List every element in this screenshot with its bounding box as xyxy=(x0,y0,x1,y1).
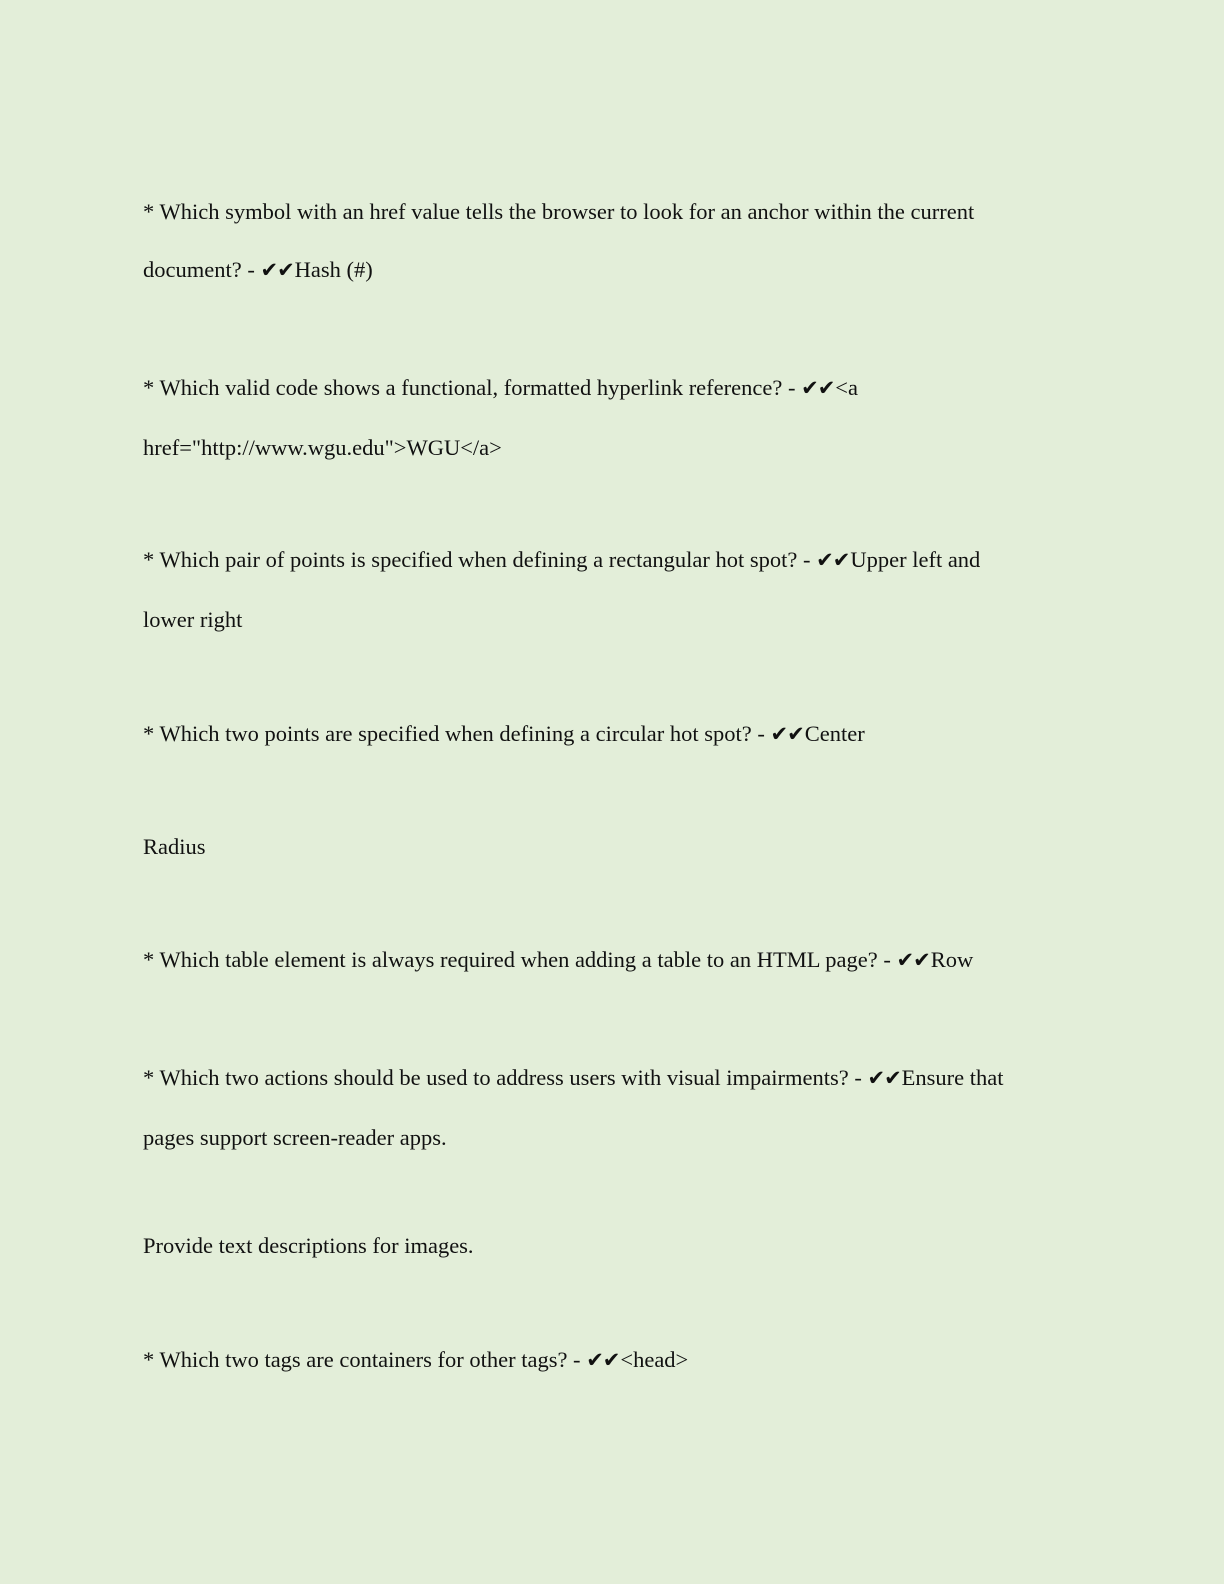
answer-3-text: Upper left and xyxy=(850,547,981,572)
answer-2-continuation xyxy=(143,434,1083,462)
question-2 xyxy=(143,374,1083,402)
answer-4-text: Center xyxy=(804,721,865,746)
answer-6-text: Ensure that xyxy=(901,1065,1004,1090)
question-6-text: * Which two actions should be used to address users with visual impairments? - xyxy=(143,1065,868,1090)
check-icon: ✔✔ xyxy=(586,1348,620,1372)
question-5-text: * Which table element is always required when adding a table to an HTML page? - xyxy=(143,947,897,972)
answer-6-text-second: Provide text descriptions for images. xyxy=(143,1233,474,1258)
answer-5-text: Row xyxy=(930,947,974,972)
answer-6-second-item xyxy=(143,1232,1083,1260)
question-4-text: * Which two points are specified when defining a circular hot spot? - xyxy=(143,721,771,746)
answer-2-text-cont: href="http://www.wgu.edu">WGU</a> xyxy=(143,435,502,460)
answer-3-text-cont: lower right xyxy=(143,607,243,632)
answer-3-continuation xyxy=(143,606,1083,634)
question-2-text: * Which valid code shows a functional, formatted hyperlink reference? - xyxy=(143,375,802,400)
check-icon: ✔✔ xyxy=(816,548,850,572)
check-icon: ✔✔ xyxy=(770,722,804,746)
question-6 xyxy=(143,1064,1083,1092)
answer-1-text: Hash (#) xyxy=(294,257,373,282)
question-3-text: * Which pair of points is specified when defining a rectangular hot spot? - xyxy=(143,547,817,572)
question-5 xyxy=(143,946,1083,974)
question-1-continuation xyxy=(143,256,1083,284)
answer-4-continuation xyxy=(143,833,1083,861)
answer-2-text: <a xyxy=(835,375,858,400)
answer-6-text-cont: pages support screen-reader apps. xyxy=(143,1125,447,1150)
question-7 xyxy=(143,1346,1083,1374)
answer-4-text-cont: Radius xyxy=(143,834,206,859)
question-3 xyxy=(143,546,1083,574)
check-icon: ✔✔ xyxy=(896,948,930,972)
question-7-text: * Which two tags are containers for other tags? - xyxy=(143,1347,587,1372)
question-1-text-cont: document? - xyxy=(143,257,261,282)
answer-7-text: <head> xyxy=(620,1347,689,1372)
question-1-text: * Which symbol with an href value tells the browser to look for an anchor within the current xyxy=(143,199,975,224)
check-icon: ✔✔ xyxy=(801,376,835,400)
check-icon: ✔✔ xyxy=(260,258,294,282)
answer-6-continuation xyxy=(143,1124,1083,1152)
question-1 xyxy=(143,198,1083,226)
question-4 xyxy=(143,720,1083,748)
check-icon: ✔✔ xyxy=(867,1066,901,1090)
